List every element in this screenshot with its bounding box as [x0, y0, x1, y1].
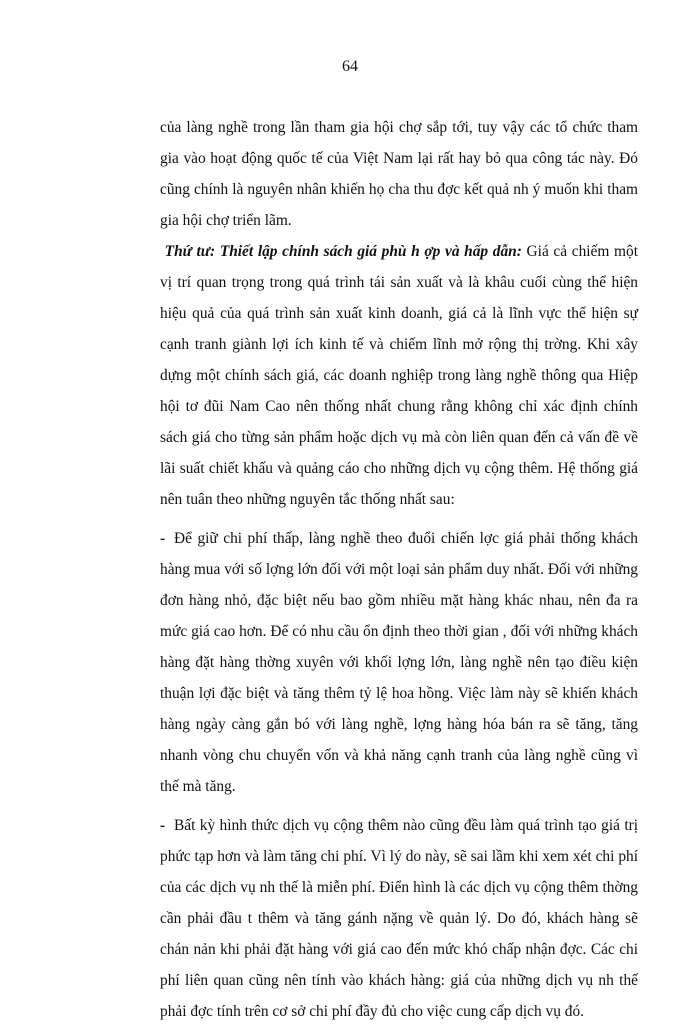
- bullet-text: Để giữ chi phí thấp, làng nghề theo đuổi chiến lợc giá phải thống khách hàng mua với số lợng lớn đối với một loại sản phẩm duy nhất. Đối với những đơn hàng nhỏ, đặc biệt nếu bao gồm nhiều mặt hàng khác nhau, nên đa ra mức giá cao hơn. Để có nhu cầu ổn định theo thời gian , đối với những khách hàng đặt hàng thờng xuyên với khối lợng lớn, làng nghề nên tạo điều kiện thuận lợi đặc biệt và tăng thêm tỷ lệ hoa hồng. Việc làm này sẽ khiến khách hàng ngày càng gắn bó với làng nghề, lợng hàng hóa bán ra sẽ tăng, tăng nhanh vòng chu chuyển vốn và khả năng cạnh tranh của làng nghề cũng vì thế mà tăng.: [160, 530, 638, 795]
- paragraph: của làng nghề trong lần tham gia hội chợ sắp tới, tuy vậy các tổ chức tham gia vào hoạt động quốc tế của Việt Nam lại rất hay bỏ qua công tác này. Đó cũng chính là nguyên nhân khiến họ cha thu đợc kết quả nh ý muốn khi tham gia hội chợ triển lãm.: [160, 119, 638, 229]
- section-body: Giá cả chiếm một vị trí quan trọng trong quá trình tái sản xuất và là khâu cuối cùng thể hiện hiệu quả của quá trình sản xuất kinh doanh, giá cả là lĩnh vực thể hiện sự cạnh tranh giành lợi ích kinh tế và chiếm lĩnh mở rộng thị trờng. Khi xây dựng một chính sách giá, các doanh nghiệp trong làng nghề thông qua Hiệp hội tơ đũi Nam Cao nên thống nhất chung rằng không chỉ xác định chính sách giá cho từng sản phẩm hoặc dịch vụ mà còn liên quan đến cả vấn đề về lãi suất chiết khấu và quảng cáo cho những dịch vụ cộng thêm. Hệ thống giá nên tuân theo những nguyên tắc thống nhất sau:: [160, 243, 638, 508]
- section-paragraph: [160, 236, 638, 515]
- document-body: [160, 112, 638, 1027]
- bullet-marker: -: [160, 817, 166, 834]
- bullet-item: [160, 810, 638, 1027]
- section-label: Thứ tư:: [164, 243, 216, 260]
- bullet-text: Bất kỳ hình thức dịch vụ cộng thêm nào cũng đều làm quá trình tạo giá trị phức tạp hơn và làm tăng chi phí. Vì lý do này, sẽ sai lầm khi xem xét chi phí của các dịch vụ nh thế là miễn phí. Điển hình là các dịch vụ cộng thêm thờng cần phải đầu t thêm và tăng gánh nặng về quản lý. Do đó, khách hàng sẽ chán nản khi phải đặt hàng với giá cao đến mức khó chấp nhận đợc. Các chi phí liên quan cũng nên tính vào khách hàng: giá của những dịch vụ nh thế phải đợc tính trên cơ sở chi phí đầy đủ cho việc cung cấp dịch vụ đó.: [160, 817, 638, 1020]
- bullet-marker: -: [160, 530, 166, 547]
- bullet-item: [160, 523, 638, 802]
- page-number: 64: [342, 58, 358, 75]
- section-heading: Thiết lập chính sách giá phù h ợp và hấp dẫn:: [219, 243, 522, 260]
